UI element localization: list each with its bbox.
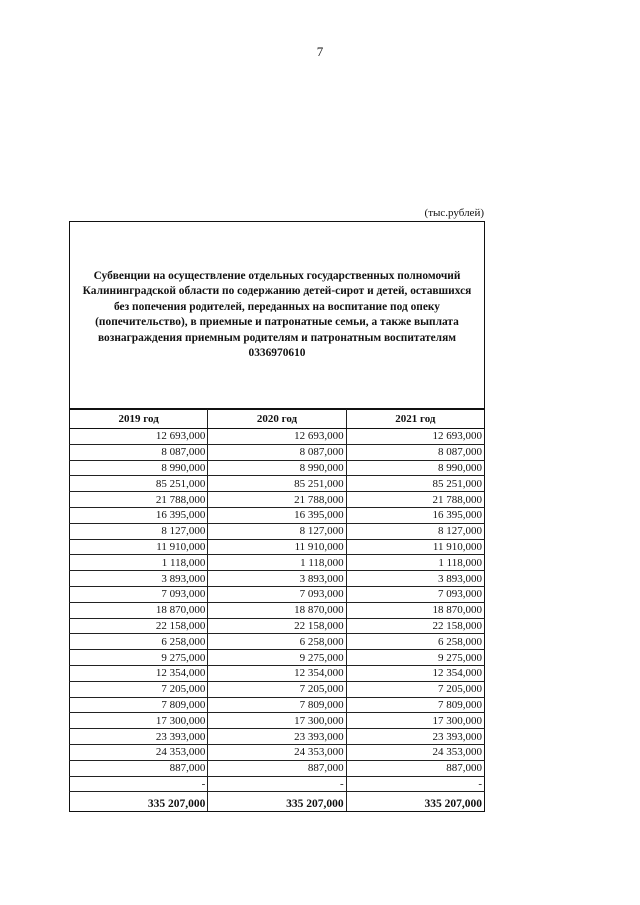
table-row [70, 776, 485, 792]
value-2021: 23 393,000 [346, 729, 484, 745]
value-2020: 7 809,000 [208, 697, 346, 713]
value-2021: 3 893,000 [346, 571, 484, 587]
value-2021: 85 251,000 [346, 476, 484, 492]
value-2020: 1 118,000 [208, 555, 346, 571]
table-row [70, 697, 485, 713]
value-2020: 21 788,000 [208, 492, 346, 508]
table-title: Субвенции на осуществление отдельных государственных полномочий Калининградской области по содержанию детей-сирот и детей, оставшихся без попечения родителей, переданных на воспитание под опеку (попечительство), в приемные и патронатные семьи, а также выплата вознаграждения приемным родителям и патронатным воспитателям 0336970610 [82, 269, 472, 359]
value-2019: - [70, 776, 208, 792]
value-2019: 8 990,000 [70, 460, 208, 476]
total-value-2021: 335 207,000 [346, 792, 484, 812]
value-2020: - [208, 776, 346, 792]
value-2019: 6 258,000 [70, 634, 208, 650]
table-row [70, 729, 485, 745]
value-2021: 8 087,000 [346, 444, 484, 460]
value-2021: 18 870,000 [346, 602, 484, 618]
value-2020: 22 158,000 [208, 618, 346, 634]
table-row [70, 444, 485, 460]
value-2020: 17 300,000 [208, 713, 346, 729]
total-row [70, 792, 485, 812]
value-2019: 8 127,000 [70, 523, 208, 539]
value-2020: 24 353,000 [208, 744, 346, 760]
value-2019: 16 395,000 [70, 507, 208, 523]
value-2021: 17 300,000 [346, 713, 484, 729]
table-row [70, 460, 485, 476]
value-2019: 18 870,000 [70, 602, 208, 618]
value-2021: 7 093,000 [346, 586, 484, 602]
table-row [70, 650, 485, 666]
table-header-row [70, 410, 485, 429]
value-2019: 24 353,000 [70, 744, 208, 760]
table-row [70, 539, 485, 555]
value-2021: 7 809,000 [346, 697, 484, 713]
value-2021: - [346, 776, 484, 792]
table-row [70, 602, 485, 618]
table-row [70, 760, 485, 776]
value-2021: 22 158,000 [346, 618, 484, 634]
value-2020: 7 093,000 [208, 586, 346, 602]
header-2019: 2019 год [70, 410, 208, 429]
total-value-2019: 335 207,000 [70, 792, 208, 812]
table-row [70, 555, 485, 571]
table-row [70, 507, 485, 523]
value-2019: 887,000 [70, 760, 208, 776]
value-2021: 16 395,000 [346, 507, 484, 523]
value-2019: 85 251,000 [70, 476, 208, 492]
header-2020: 2020 год [208, 410, 346, 429]
value-2020: 85 251,000 [208, 476, 346, 492]
page-number: 7 [316, 44, 324, 59]
value-2020: 12 354,000 [208, 665, 346, 681]
value-2020: 8 087,000 [208, 444, 346, 460]
value-2021: 8 990,000 [346, 460, 484, 476]
value-2021: 12 354,000 [346, 665, 484, 681]
value-2019: 7 205,000 [70, 681, 208, 697]
value-2019: 7 809,000 [70, 697, 208, 713]
value-2019: 7 093,000 [70, 586, 208, 602]
value-2019: 8 087,000 [70, 444, 208, 460]
table-row [70, 429, 485, 445]
value-2019: 22 158,000 [70, 618, 208, 634]
table-row [70, 618, 485, 634]
value-2019: 11 910,000 [70, 539, 208, 555]
value-2021: 6 258,000 [346, 634, 484, 650]
value-2019: 12 693,000 [70, 429, 208, 445]
value-2021: 9 275,000 [346, 650, 484, 666]
value-2019: 17 300,000 [70, 713, 208, 729]
table-row [70, 476, 485, 492]
value-2019: 3 893,000 [70, 571, 208, 587]
table-row [70, 681, 485, 697]
subvention-table [69, 409, 485, 812]
value-2021: 8 127,000 [346, 523, 484, 539]
value-2021: 11 910,000 [346, 539, 484, 555]
value-2021: 21 788,000 [346, 492, 484, 508]
value-2020: 8 127,000 [208, 523, 346, 539]
table-row [70, 492, 485, 508]
table-row [70, 634, 485, 650]
value-2021: 12 693,000 [346, 429, 484, 445]
value-2021: 24 353,000 [346, 744, 484, 760]
value-2020: 16 395,000 [208, 507, 346, 523]
table-row [70, 523, 485, 539]
table-title-box [69, 221, 485, 409]
table-body [70, 429, 485, 812]
value-2021: 1 118,000 [346, 555, 484, 571]
table-row [70, 744, 485, 760]
value-2020: 9 275,000 [208, 650, 346, 666]
table-row [70, 571, 485, 587]
value-2020: 11 910,000 [208, 539, 346, 555]
value-2019: 1 118,000 [70, 555, 208, 571]
value-2021: 887,000 [346, 760, 484, 776]
value-2020: 23 393,000 [208, 729, 346, 745]
value-2019: 21 788,000 [70, 492, 208, 508]
table-row [70, 713, 485, 729]
value-2020: 7 205,000 [208, 681, 346, 697]
value-2019: 23 393,000 [70, 729, 208, 745]
units-label: (тыс.рублей) [424, 207, 484, 219]
value-2020: 6 258,000 [208, 634, 346, 650]
header-2021: 2021 год [346, 410, 484, 429]
value-2020: 3 893,000 [208, 571, 346, 587]
value-2021: 7 205,000 [346, 681, 484, 697]
value-2020: 18 870,000 [208, 602, 346, 618]
table-row [70, 665, 485, 681]
value-2019: 9 275,000 [70, 650, 208, 666]
value-2020: 8 990,000 [208, 460, 346, 476]
value-2020: 12 693,000 [208, 429, 346, 445]
table-row [70, 586, 485, 602]
value-2019: 12 354,000 [70, 665, 208, 681]
value-2020: 887,000 [208, 760, 346, 776]
total-value-2020: 335 207,000 [208, 792, 346, 812]
